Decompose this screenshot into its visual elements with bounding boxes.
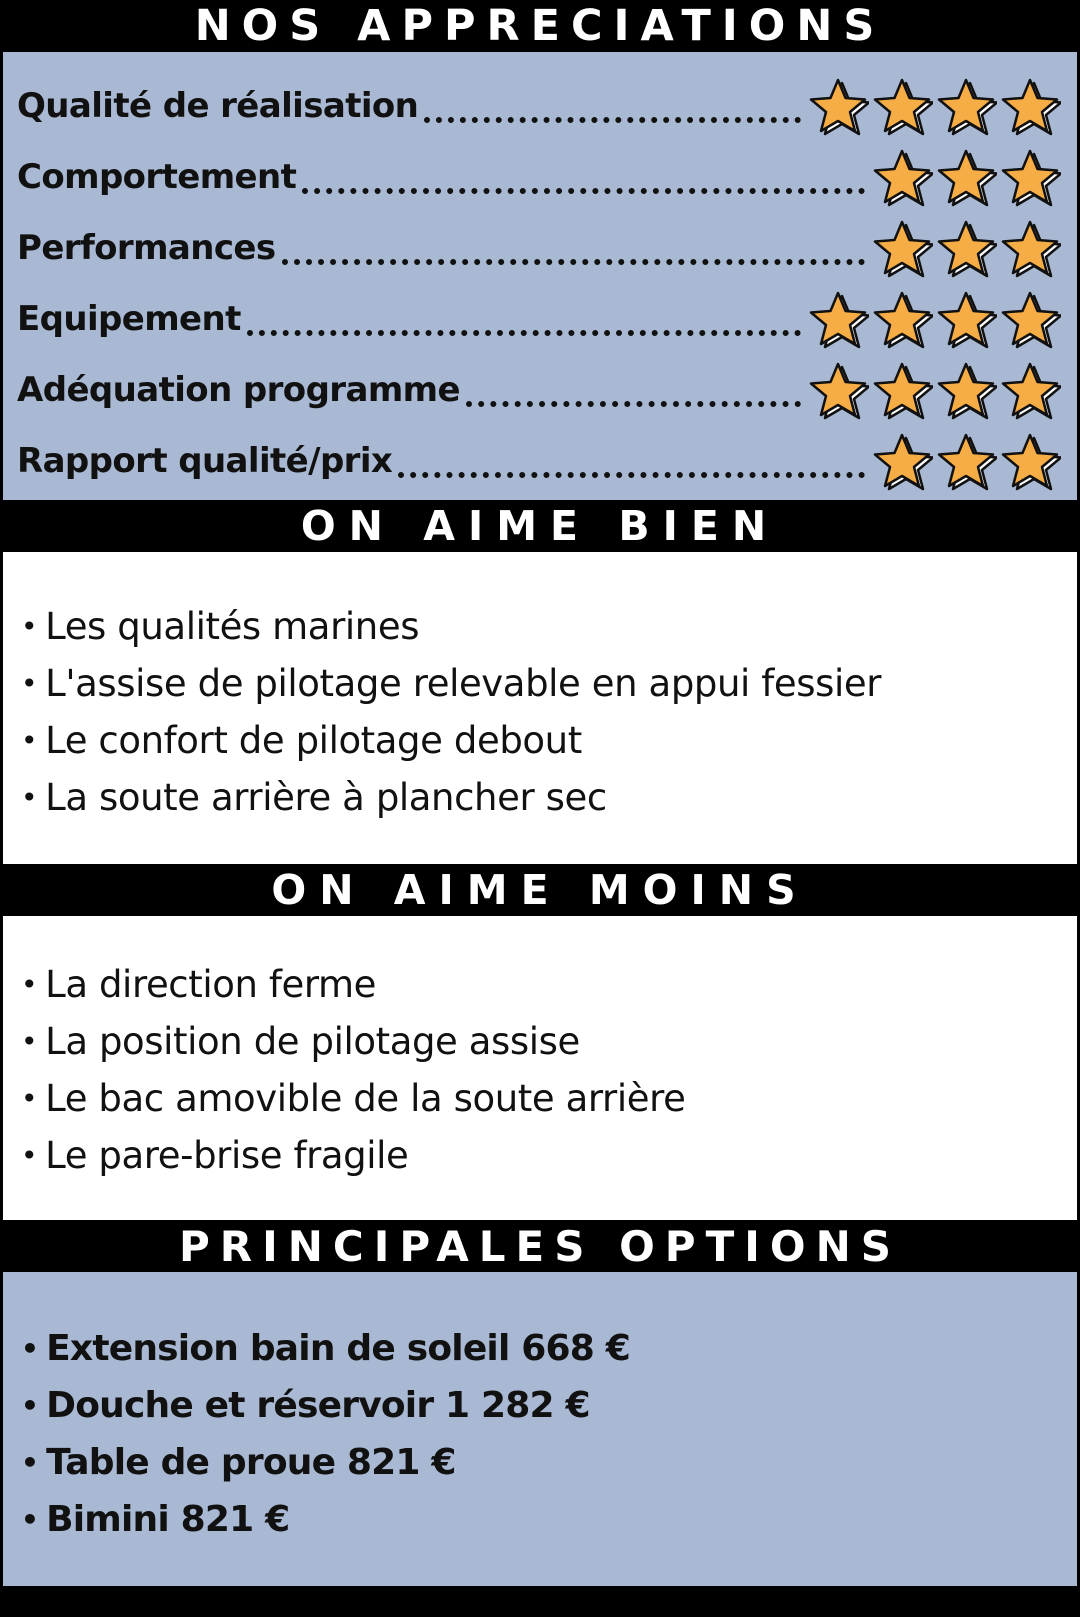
rating-label: Rapport qualité/prix (17, 440, 393, 481)
rating-row (17, 141, 1061, 212)
star-icon (935, 76, 997, 136)
ratings-header (3, 0, 1077, 52)
bullet: • (21, 780, 38, 814)
star-icon (999, 76, 1061, 136)
star-icon (935, 431, 997, 491)
disliked-panel (3, 916, 1077, 1220)
star-icon (999, 360, 1061, 420)
list-item (21, 769, 1077, 826)
list-item (21, 712, 1077, 769)
bullet: • (21, 1388, 39, 1422)
rating-stars (871, 431, 1061, 491)
bullet: • (21, 666, 38, 700)
disliked-title: ON AIME MOINS (271, 866, 809, 914)
rating-row (17, 212, 1061, 283)
list-item (21, 1013, 1077, 1070)
leader-dots (424, 117, 801, 123)
list-item-text: L'assise de pilotage relevable en appui fessier (45, 662, 882, 705)
liked-header (3, 500, 1077, 552)
rating-stars (807, 360, 1061, 420)
disliked-list (21, 956, 1077, 1184)
list-item-text: Le confort de pilotage debout (45, 719, 582, 762)
rating-label: Adéquation programme (17, 369, 460, 410)
list-item-text: Extension bain de soleil 668 € (46, 1328, 630, 1369)
leader-dots (247, 330, 801, 336)
list-item-text: La soute arrière à plancher sec (45, 776, 607, 819)
star-icon (999, 431, 1061, 491)
ratings-title: NOS APPRECIATIONS (194, 1, 886, 51)
star-icon (999, 218, 1061, 278)
rating-stars (807, 289, 1061, 349)
leader-dots (398, 472, 865, 478)
rating-stars (807, 76, 1061, 136)
bullet: • (21, 967, 38, 1001)
star-icon (935, 218, 997, 278)
rating-row (17, 70, 1061, 141)
star-icon (871, 147, 933, 207)
options-panel (3, 1272, 1077, 1586)
star-icon (871, 218, 933, 278)
bullet: • (21, 1445, 39, 1479)
list-item (21, 1377, 1077, 1434)
bullet: • (21, 1502, 39, 1536)
ratings-panel (3, 52, 1077, 500)
list-item-text: Bimini 821 € (46, 1499, 290, 1540)
leader-dots (302, 188, 865, 194)
rating-label: Performances (17, 227, 276, 268)
list-item-text: Table de proue 821 € (46, 1442, 456, 1483)
star-icon (999, 147, 1061, 207)
list-item (21, 956, 1077, 1013)
rating-stars (871, 147, 1061, 207)
bullet: • (21, 609, 38, 643)
options-list (21, 1320, 1077, 1548)
star-icon (935, 360, 997, 420)
rating-row (17, 354, 1061, 425)
star-icon (871, 431, 933, 491)
star-icon (871, 289, 933, 349)
list-item (21, 1070, 1077, 1127)
bullet: • (21, 1138, 38, 1172)
list-item (21, 1127, 1077, 1184)
rating-label: Comportement (17, 156, 297, 197)
liked-panel (3, 552, 1077, 864)
list-item-text: Les qualités marines (45, 605, 420, 648)
star-icon (935, 289, 997, 349)
list-item-text: La direction ferme (45, 963, 377, 1006)
list-item (21, 598, 1077, 655)
list-item-text: Le bac amovible de la soute arrière (45, 1077, 686, 1120)
star-icon (935, 147, 997, 207)
options-title: PRINCIPALES OPTIONS (179, 1221, 901, 1271)
list-item (21, 655, 1077, 712)
star-icon (807, 360, 869, 420)
rating-row (17, 425, 1061, 496)
list-item-text: Douche et réservoir 1 282 € (46, 1385, 590, 1426)
rating-row (17, 283, 1061, 354)
rating-stars (871, 218, 1061, 278)
liked-list (21, 598, 1077, 826)
disliked-header (3, 864, 1077, 916)
leader-dots (466, 401, 801, 407)
list-item (21, 1491, 1077, 1548)
list-item-text: Le pare-brise fragile (45, 1134, 409, 1177)
rating-label: Equipement (17, 298, 241, 339)
star-icon (871, 76, 933, 136)
star-icon (871, 360, 933, 420)
rating-label: Qualité de réalisation (17, 85, 419, 126)
bullet: • (21, 1331, 39, 1365)
star-icon (807, 289, 869, 349)
bullet: • (21, 1024, 38, 1058)
list-item-text: La position de pilotage assise (45, 1020, 580, 1063)
options-header (3, 1220, 1077, 1272)
list-item (21, 1434, 1077, 1491)
list-item (21, 1320, 1077, 1377)
bullet: • (21, 1081, 38, 1115)
star-icon (807, 76, 869, 136)
bullet: • (21, 723, 38, 757)
leader-dots (282, 259, 866, 265)
liked-title: ON AIME BIEN (300, 502, 780, 550)
star-icon (999, 289, 1061, 349)
